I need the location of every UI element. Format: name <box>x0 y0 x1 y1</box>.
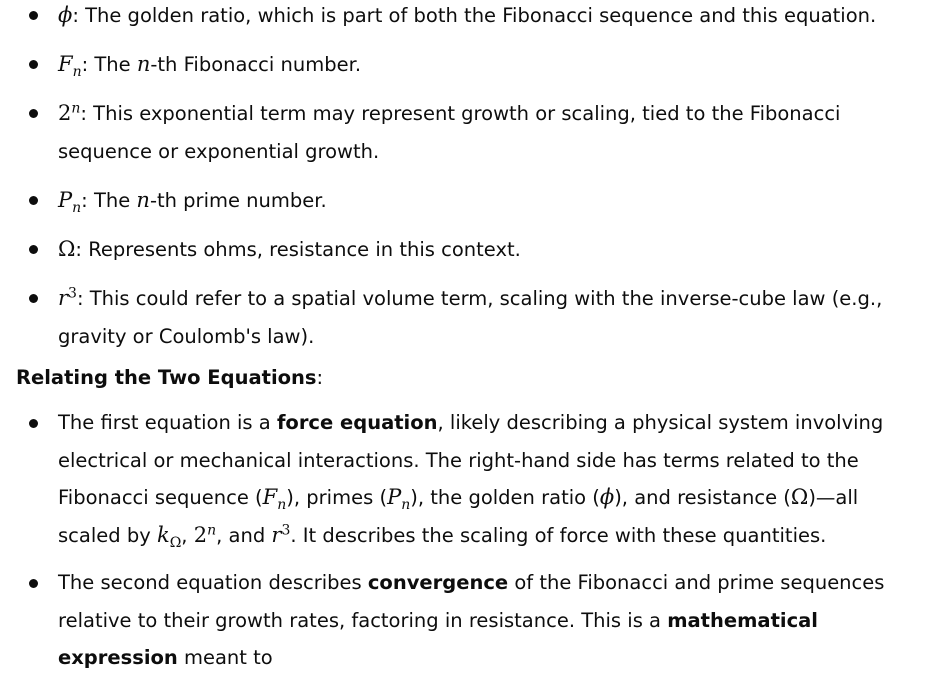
relations-list <box>0 404 940 687</box>
bullet-icon <box>29 196 38 205</box>
item-text: meant to <box>177 646 273 669</box>
math-symbol: r <box>271 522 282 547</box>
math-symbol: 2 <box>58 101 72 125</box>
item-text: , likely describing a physical system involving electrical or mechanical interactions. The right-hand side has terms related to the Fibonacci sequence ( <box>58 411 884 509</box>
math-symbol: P <box>58 188 73 212</box>
math-symbol: F <box>262 485 278 509</box>
heading-colon: : <box>316 366 324 389</box>
bold-term: force equation <box>276 411 438 434</box>
item-text: : This exponential term may represent growth or scaling, tied to the Fibonacci sequence or exponential growth. <box>58 102 841 163</box>
item-text: ), primes ( <box>286 486 388 509</box>
list-item <box>0 94 940 171</box>
item-text: The first equation is a <box>58 411 277 434</box>
bullet-icon <box>29 419 38 428</box>
item-text: The second equation describes <box>58 571 368 594</box>
math-symbol: 2 <box>193 522 208 547</box>
item-text: : The golden ratio, which is part of both the Fibonacci sequence and this equation. <box>72 4 877 27</box>
list-item <box>0 230 940 269</box>
item-text: of the Fibonacci and prime sequences relative to their growth rates, factoring in resistance. This is a <box>58 571 885 632</box>
math-subscript: n <box>72 63 82 80</box>
math-symbol: k <box>156 522 170 547</box>
math-subscript: n <box>72 199 82 216</box>
math-superscript: n <box>71 100 81 117</box>
list-item <box>0 279 940 356</box>
bold-term: mathematical expression <box>58 608 818 669</box>
item-text: ), the golden ratio ( <box>410 486 600 509</box>
bullet-icon <box>29 579 38 588</box>
heading-bold: Relating the Two Equations <box>16 366 317 389</box>
item-text: -th prime number. <box>149 189 327 212</box>
list-item <box>0 45 940 84</box>
item-text: , <box>181 523 194 547</box>
list-item <box>0 181 940 220</box>
list-item <box>0 404 940 554</box>
item-text: )—all scaled by <box>58 486 859 547</box>
list-item <box>0 0 940 35</box>
math-superscript: 3 <box>281 522 291 538</box>
bullet-icon <box>29 109 38 118</box>
bullet-icon <box>29 11 38 20</box>
item-text: : The <box>81 53 137 76</box>
math-subscript: n <box>401 496 411 513</box>
math-subscript: n <box>277 496 287 513</box>
math-superscript: n <box>207 522 217 538</box>
item-text: -th Fibonacci number. <box>150 53 362 76</box>
item-text: , and <box>216 523 272 547</box>
math-inline: n <box>136 52 151 76</box>
math-symbol: r <box>58 286 69 310</box>
bullet-icon <box>29 245 38 254</box>
math-symbol: Ω <box>58 237 76 261</box>
math-symbol: Ω <box>790 485 809 509</box>
bullet-icon <box>29 294 38 303</box>
math-symbol: P <box>387 485 402 509</box>
math-symbol: F <box>58 52 73 76</box>
math-inline: n <box>136 188 150 212</box>
math-superscript: 3 <box>68 285 77 302</box>
section-heading <box>16 359 323 397</box>
math-symbol: ϕ <box>58 3 73 27</box>
bullet-icon <box>29 60 38 69</box>
bold-term: convergence <box>367 571 509 594</box>
item-text: ), and resistance ( <box>614 486 791 509</box>
item-text: : Represents ohms, resistance in this context. <box>75 238 521 261</box>
item-text: : This could refer to a spatial volume term, scaling with the inverse-cube law (e.g., gravity or Coulomb's law). <box>58 287 883 348</box>
math-subscript: Ω <box>169 534 182 551</box>
list-item <box>0 564 940 677</box>
item-text: : The <box>81 189 137 212</box>
item-text: . It describes the scaling of force with these quantities. <box>290 523 827 547</box>
math-symbol: ϕ <box>599 485 615 509</box>
